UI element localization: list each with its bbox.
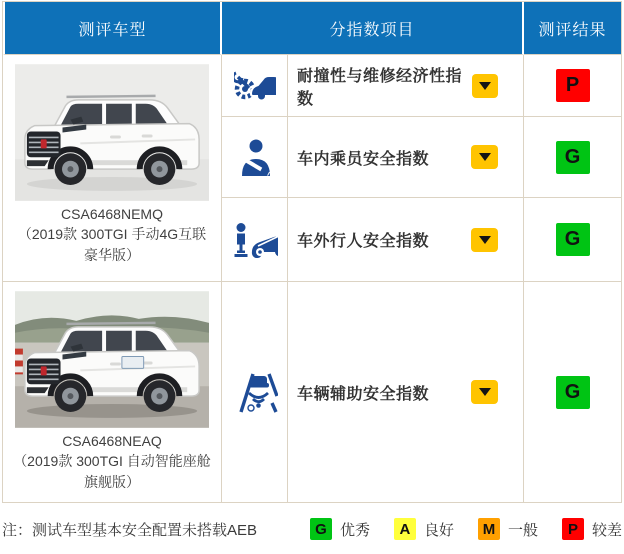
ciasi-result-table: [2, 1, 622, 503]
chevron-down-icon: [479, 388, 491, 396]
legend-item-g: [310, 518, 370, 540]
legend-badge-a: A: [394, 518, 416, 540]
rating-legend: [310, 518, 624, 540]
assist-safety-icon: [222, 282, 288, 502]
result-badge-occupant-safety: G: [556, 141, 590, 174]
index-label: 耐撞性与维修经济性指数: [297, 67, 463, 108]
result-cell: [524, 55, 621, 117]
legend-label-g: 优秀: [339, 521, 370, 539]
legend-badge-g: G: [310, 518, 332, 540]
index-label: 车辆辅助安全指数: [297, 385, 430, 403]
crash-repair-icon: [222, 55, 288, 117]
occupant-safety-dropdown-button[interactable]: [471, 145, 498, 169]
car-2-cell: [3, 282, 222, 502]
crash-repair-dropdown-button[interactable]: [472, 74, 498, 98]
car-2-model: CSA6468NEAQ: [62, 433, 162, 449]
legend-badge-m: M: [478, 518, 500, 540]
footnote: 注：测试车型基本安全配置未搭载AEB: [2, 521, 258, 539]
row-pedestrian-safety: [288, 198, 524, 282]
legend-item-p: [562, 518, 622, 540]
assist-safety-dropdown-button[interactable]: [471, 380, 498, 404]
car-1-cell: [3, 55, 222, 282]
header-subindex-column: 分指数项目: [222, 2, 524, 55]
index-label: 车外行人安全指数: [297, 233, 430, 250]
footer: [0, 518, 624, 540]
index-label: 车内乘员安全指数: [297, 150, 430, 168]
header-model-column: 测评车型: [3, 2, 222, 55]
row-occupant-safety: [288, 117, 524, 198]
row-assist-safety: [288, 282, 524, 502]
result-badge-assist-safety: G: [556, 376, 590, 409]
occupant-safety-icon: [222, 117, 288, 198]
header-result-column: 测评结果: [524, 2, 621, 55]
chevron-down-icon: [479, 236, 491, 244]
legend-label-m: 一般: [507, 521, 538, 539]
result-cell: [524, 198, 621, 282]
row-crash-repair: [288, 55, 524, 117]
chevron-down-icon: [479, 153, 491, 161]
pedestrian-safety-icon: [222, 198, 288, 282]
legend-item-m: [478, 518, 538, 540]
car-2-photo: [15, 291, 209, 428]
legend-label-a: 良好: [423, 521, 454, 539]
car-1-trim: （2019款 300TGI 手动4G互联豪华版）: [17, 226, 207, 263]
car-1-model: CSA6468NEMQ: [61, 206, 163, 222]
legend-badge-p: P: [562, 518, 584, 540]
car-2-trim: （2019款 300TGI 自动智能座舱旗舰版）: [13, 453, 211, 490]
legend-item-a: [394, 518, 454, 540]
car-1-photo: [15, 64, 209, 201]
result-cell: [524, 282, 621, 502]
pedestrian-safety-dropdown-button[interactable]: [471, 228, 498, 252]
chevron-down-icon: [479, 82, 491, 90]
legend-label-p: 较差: [591, 521, 622, 539]
result-cell: [524, 117, 621, 198]
car-2-caption: [13, 431, 211, 492]
result-badge-pedestrian-safety: G: [556, 223, 590, 256]
result-badge-crash-repair: P: [556, 69, 590, 102]
car-1-caption: [13, 204, 211, 265]
